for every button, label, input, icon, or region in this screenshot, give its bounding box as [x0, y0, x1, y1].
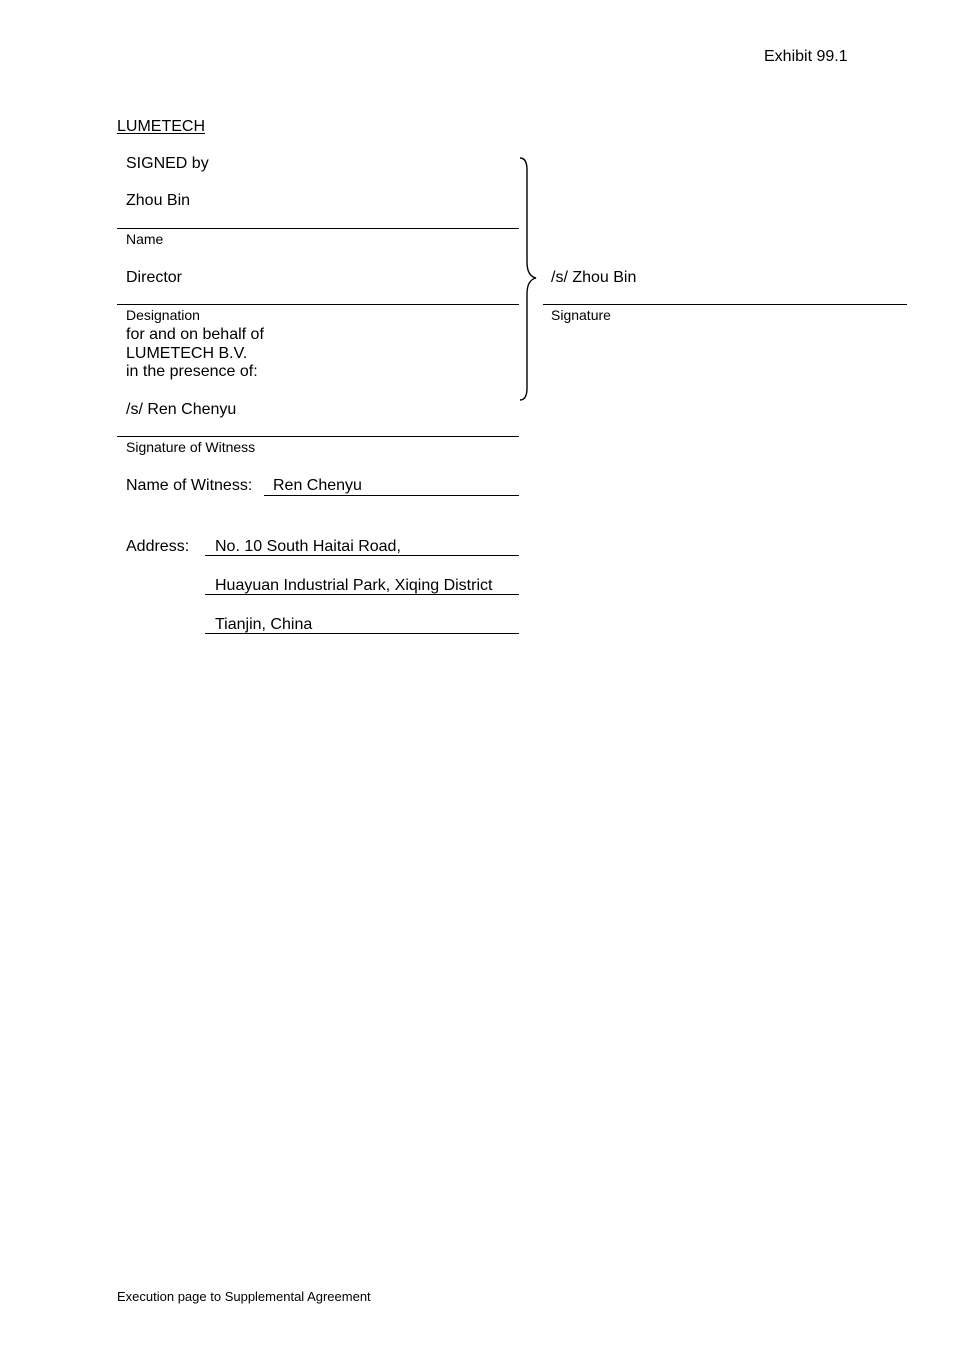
- behalf-line-2: LUMETECH B.V.: [126, 345, 248, 362]
- address-line-3: Tianjin, China: [215, 616, 313, 633]
- witness-signature-value: /s/ Ren Chenyu: [126, 401, 237, 418]
- witness-signature-caption: Signature of Witness: [126, 439, 256, 455]
- signature-value: /s/ Zhou Bin: [551, 269, 637, 286]
- witness-name-label: Name of Witness:: [126, 477, 253, 494]
- address-line-2: Huayuan Industrial Park, Xiqing District: [215, 577, 493, 594]
- footer-text: Execution page to Supplemental Agreement: [117, 1289, 371, 1304]
- behalf-line-3: in the presence of:: [126, 363, 258, 380]
- signed-by-label: SIGNED by: [126, 155, 209, 172]
- address-rule-2: [205, 594, 519, 595]
- name-line: [117, 228, 519, 229]
- designation-value: Director: [126, 269, 183, 286]
- address-rule-1: [205, 555, 519, 556]
- address-rule-3: [205, 633, 519, 634]
- designation-caption: Designation: [126, 307, 200, 323]
- witness-signature-line: [117, 436, 519, 437]
- address-line-1: No. 10 South Haitai Road,: [215, 538, 401, 555]
- name-caption: Name: [126, 231, 164, 247]
- company-heading: LUMETECH: [117, 118, 206, 135]
- witness-name-line: [264, 495, 519, 496]
- address-label: Address:: [126, 538, 190, 555]
- behalf-line-1: for and on behalf of: [126, 326, 264, 343]
- witness-name-value: Ren Chenyu: [273, 477, 362, 494]
- signatory-name: Zhou Bin: [126, 192, 191, 209]
- signature-line: [543, 304, 907, 305]
- exhibit-number: Exhibit 99.1: [764, 48, 848, 65]
- curly-brace-icon: [514, 156, 544, 404]
- signature-caption: Signature: [551, 307, 611, 323]
- designation-line: [117, 304, 519, 305]
